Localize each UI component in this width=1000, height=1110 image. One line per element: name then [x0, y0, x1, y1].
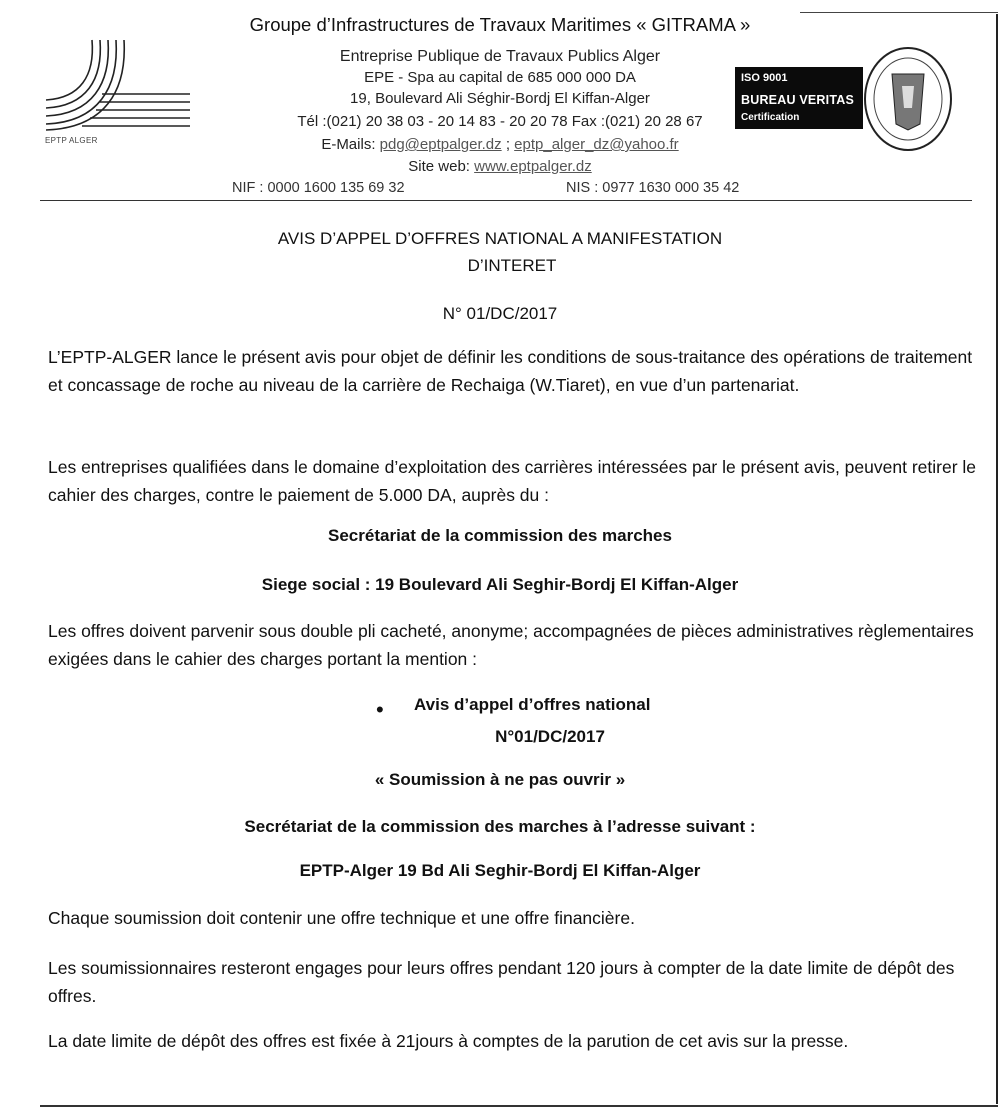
page-border-top [800, 12, 998, 13]
bureau-veritas-name: BUREAU VERITAS [741, 93, 854, 107]
nis-number: NIS : 0977 1630 000 35 42 [566, 180, 740, 196]
paragraph-submission: Les offres doivent parvenir sous double pli cacheté, anonyme; accompagnées de pièces administratives règlementaires exigées dans le cahier des charges portant la mention : [48, 621, 974, 669]
page-border-bottom [40, 1105, 998, 1107]
secretariat-heading: Secrétariat de la commission des marches [328, 526, 672, 545]
iso-label: ISO 9001 [741, 72, 788, 84]
company-website [0, 158, 1000, 175]
group-title: Groupe d’Infrastructures de Travaux Maritimes « GITRAMA » [249, 14, 751, 35]
notice-title-line1: AVIS D’APPEL D’OFFRES NATIONAL A MANIFESTATION [277, 229, 723, 248]
company-phone-fax: Tél :(021) 20 38 03 - 20 14 83 - 20 20 78 Fax :(021) 20 28 67 [297, 113, 703, 130]
bullet-notice-number: N°01/DC/2017 [495, 727, 605, 746]
paragraph-offer-content: Chaque soumission doit contenir une offre technique et une offre financière. [48, 908, 635, 928]
company-capital: EPE - Spa au capital de 685 000 000 DA [364, 69, 636, 86]
bullet-icon: • [376, 697, 384, 722]
paragraph-purpose: L’EPTP-ALGER lance le présent avis pour objet de définir les conditions de sous-traitance des opérations de traitement et concassage de roche au niveau de la carrière de Rechaiga (W.Tiaret), en vue d’un partenariat. [48, 347, 973, 395]
eptp-logo-name: EPTP ALGER [45, 136, 98, 145]
do-not-open-mention: « Soumission à ne pas ouvrir » [374, 770, 626, 789]
head-office-address: Siege social : 19 Boulevard Ali Seghir-Bordj El Kiffan-Alger [261, 575, 739, 594]
paragraph-deadline: La date limite de dépôt des offres est fixée à 21jours à comptes de la parution de cet avis sur la presse. [48, 1031, 849, 1051]
notice-number: N° 01/DC/2017 [442, 304, 558, 323]
paragraph-validity: Les soumissionnaires resteront engages pour leurs offres pendant 120 jours à compter de la date limite de dépôt des offres. [48, 958, 955, 1006]
company-address: 19, Boulevard Ali Séghir-Bordj El Kiffan-Alger [350, 90, 650, 107]
page-border-right [996, 14, 998, 1104]
company-emails [0, 136, 1000, 153]
notice-title-line2: D’INTERET [467, 256, 557, 275]
email-link-pdg[interactable]: pdg@eptpalger.dz [379, 136, 502, 153]
secretariat-address-heading: Secrétariat de la commission des marches à l’adresse suivant : [244, 817, 756, 836]
paragraph-eligibility: Les entreprises qualifiées dans le domaine d’exploitation des carrières intéressées par le présent avis, peuvent retirer le cahier des charges, contre le paiement de 5.000 DA, auprès du : [48, 457, 977, 505]
website-link[interactable]: www.eptpalger.dz [474, 158, 592, 175]
delivery-address: EPTP-Alger 19 Bd Ali Seghir-Bordj El Kiffan-Alger [299, 861, 701, 880]
email-separator: ; [501, 136, 515, 153]
email-link-yahoo[interactable]: eptp_alger_dz@yahoo.fr [514, 136, 679, 153]
nif-number: NIF : 0000 1600 135 69 32 [232, 180, 405, 196]
emails-label: E-Mails: [321, 136, 376, 153]
certification-label: Certification [741, 112, 800, 123]
website-label: Site web: [408, 158, 470, 175]
company-name: Entreprise Publique de Travaux Publics Alger [339, 48, 661, 65]
header-divider [40, 200, 972, 201]
bullet-notice-label: Avis d’appel d’offres national [414, 695, 651, 714]
